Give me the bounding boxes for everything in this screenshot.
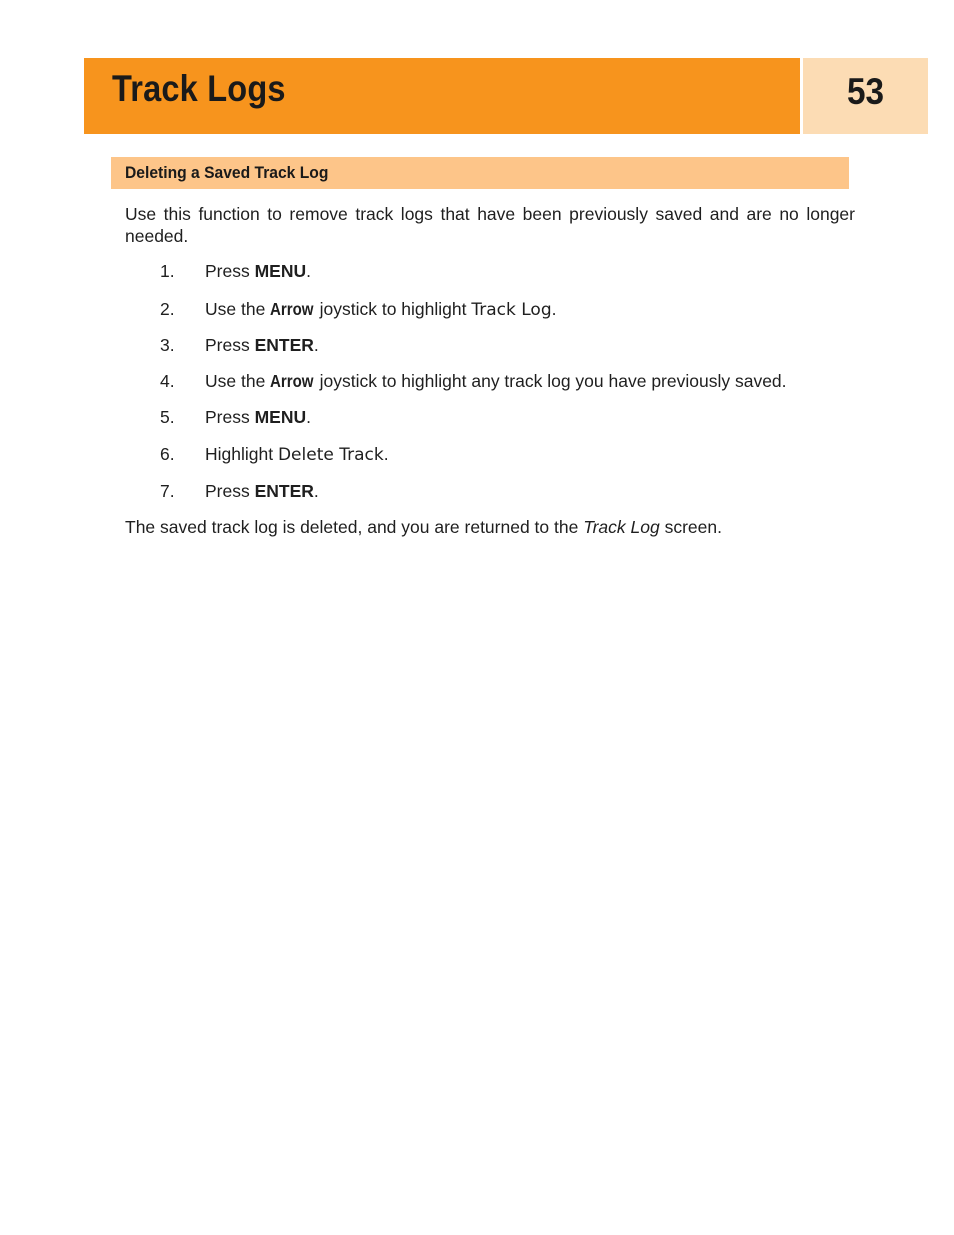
step-text: Press	[205, 407, 255, 427]
step-text: .	[551, 299, 557, 319]
key-name: ENTER	[254, 481, 314, 501]
step-number: 4.	[160, 371, 175, 391]
section-title: Deleting a Saved Track Log	[125, 163, 329, 182]
step-text: Use the	[205, 299, 271, 319]
step-7	[125, 480, 319, 502]
step-6	[125, 443, 389, 466]
step-text: Press	[205, 261, 255, 281]
step-5	[125, 406, 311, 428]
step-text: .	[306, 261, 312, 281]
step-text: .	[313, 335, 319, 355]
closing-text: screen.	[659, 517, 722, 537]
step-3	[125, 334, 319, 356]
closing-paragraph	[125, 516, 722, 538]
step-number: 1.	[160, 261, 175, 281]
screen-name: Track Log	[583, 517, 660, 537]
step-1	[125, 260, 311, 282]
step-text: Use the	[205, 371, 271, 391]
key-name: Arrow	[270, 299, 314, 319]
step-text: Highlight	[205, 444, 278, 464]
key-name: MENU	[254, 261, 307, 281]
step-text: .	[313, 481, 319, 501]
step-number: 2.	[160, 299, 175, 319]
step-text: .	[306, 407, 312, 427]
menu-item-name: Track Log	[471, 300, 552, 320]
step-text: Press	[205, 335, 255, 355]
step-2	[125, 298, 557, 321]
key-name: Arrow	[270, 371, 314, 391]
section-heading-bar	[111, 157, 849, 189]
closing-text: The saved track log is deleted, and you are returned to the	[125, 517, 584, 537]
page-number-box	[803, 58, 928, 134]
chapter-title: Track Logs	[112, 68, 286, 109]
step-text: joystick to highlight any track log you have previously saved.	[314, 371, 787, 391]
step-text: .	[383, 444, 389, 464]
intro-paragraph: Use this function to remove track logs that have been previously saved and are no longer needed.	[125, 204, 855, 246]
key-name: MENU	[254, 407, 307, 427]
step-number: 5.	[160, 407, 175, 427]
step-text: Press	[205, 481, 255, 501]
step-number: 7.	[160, 481, 175, 501]
chapter-header-bar	[84, 58, 800, 134]
step-4	[125, 370, 787, 392]
step-number: 6.	[160, 444, 175, 464]
step-number: 3.	[160, 335, 175, 355]
step-text: joystick to highlight	[314, 299, 472, 319]
page-number: 53	[846, 71, 885, 112]
menu-item-name: Delete Track	[277, 445, 384, 465]
key-name: ENTER	[254, 335, 314, 355]
